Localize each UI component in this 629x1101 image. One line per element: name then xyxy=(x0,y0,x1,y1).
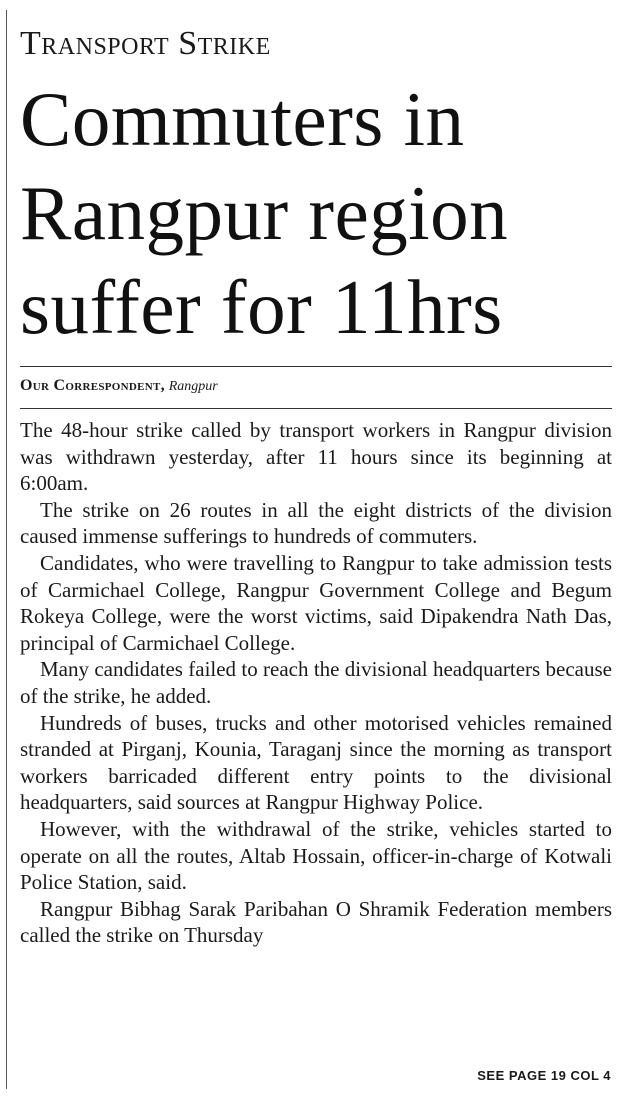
byline-name: Our Correspondent, xyxy=(20,377,165,394)
body-paragraph: Candidates, who were travelling to Rangpur to take admission tests of Carmichael College, Rangpur Government College and Begum Rokeya College, were the worst victims, said Dipakendra Nath Das, principal of Carmichael College. xyxy=(20,550,612,655)
column-rule xyxy=(6,10,7,1089)
headline-line: Commuters in xyxy=(20,76,465,162)
article-headline xyxy=(20,72,612,354)
body-paragraph: The strike on 26 routes in all the eight districts of the division caused immense sufferings to hundreds of commuters. xyxy=(20,497,612,549)
body-paragraph: However, with the withdrawal of the strike, vehicles started to operate on all the routes, Altab Hossain, officer-in-charge of Kotwali Police Station, said. xyxy=(20,816,612,895)
continued-jump-line: SEE PAGE 19 COL 4 xyxy=(477,1068,611,1083)
headline-line: Rangpur region xyxy=(20,170,509,256)
byline-place: Rangpur xyxy=(168,379,218,394)
body-paragraph: Rangpur Bibhag Sarak Paribahan O Shramik Federation members called the strike on Thursday xyxy=(20,896,612,948)
headline-line: suffer for 11hrs xyxy=(20,264,503,350)
article-body xyxy=(20,417,612,949)
byline xyxy=(20,375,612,398)
body-paragraph: Hundreds of buses, trucks and other motorised vehicles remained stranded at Pirganj, Kounia, Taraganj since the morning as transport workers barricaded different entry points to the divisional headquarters, said sources at Rangpur Highway Police. xyxy=(20,710,612,815)
article xyxy=(20,0,612,949)
article-kicker: Transport Strike xyxy=(20,25,271,62)
body-divider xyxy=(20,408,612,409)
body-paragraph: Many candidates failed to reach the divisional headquarters because of the strike, he added. xyxy=(20,657,612,708)
byline-divider xyxy=(20,366,612,367)
body-paragraph: The 48-hour strike called by transport workers in Rangpur division was withdrawn yesterday, after 11 hours since its beginning at 6:00am. xyxy=(20,418,612,496)
